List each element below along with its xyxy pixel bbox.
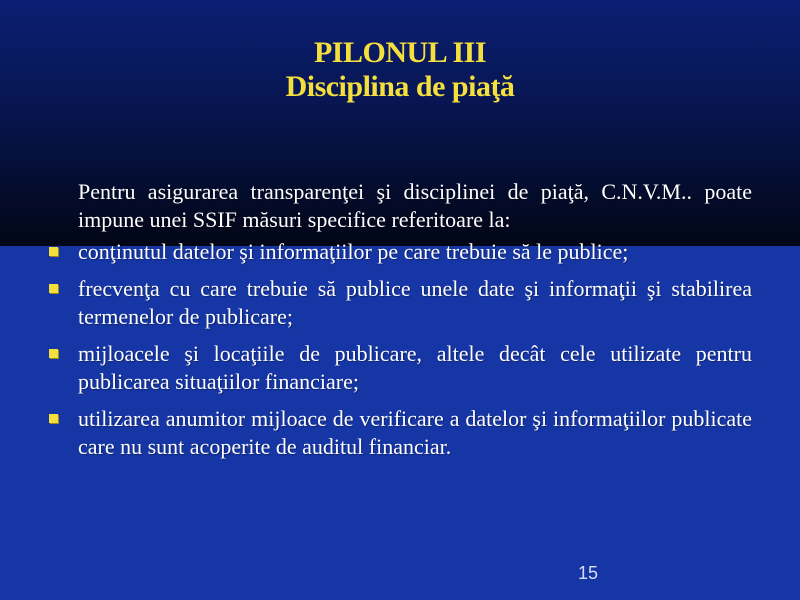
bullet-item — [78, 405, 752, 461]
bullet-item — [78, 340, 752, 396]
bullet-text: mijloacele şi locaţiile de publicare, altele decât cele utilizate pentru publicarea situaţiilor financiare; — [78, 341, 752, 394]
page-number: 15 — [578, 563, 599, 583]
bullet-item — [78, 275, 752, 331]
intro-paragraph: Pentru asigurarea transparenţei şi disciplinei de piaţă, C.N.V.M.. poate impune unei SSIF măsuri specifice referitoare la: — [78, 179, 752, 232]
slide-body — [78, 178, 752, 470]
square-bullet-icon — [49, 284, 58, 293]
square-bullet-icon — [49, 349, 58, 358]
bullet-text: utilizarea anumitor mijloace de verificare a datelor şi informaţiilor publicate care nu sunt acoperite de auditul financiar. — [78, 406, 752, 459]
slide-title — [0, 36, 800, 104]
square-bullet-icon — [49, 414, 58, 423]
square-bullet-icon — [49, 247, 58, 256]
bullet-list — [78, 238, 752, 461]
bullet-text: frecvenţa cu care trebuie să publice unele date şi informaţii şi stabilirea termenelor de publicare; — [78, 276, 752, 329]
bullet-item — [78, 238, 752, 266]
title-line-2: Disciplina de piaţă — [285, 70, 515, 103]
bullet-text: conţinutul datelor şi informaţiilor pe care trebuie să le publice; — [78, 239, 629, 264]
title-line-1: PILONUL III — [313, 36, 487, 69]
